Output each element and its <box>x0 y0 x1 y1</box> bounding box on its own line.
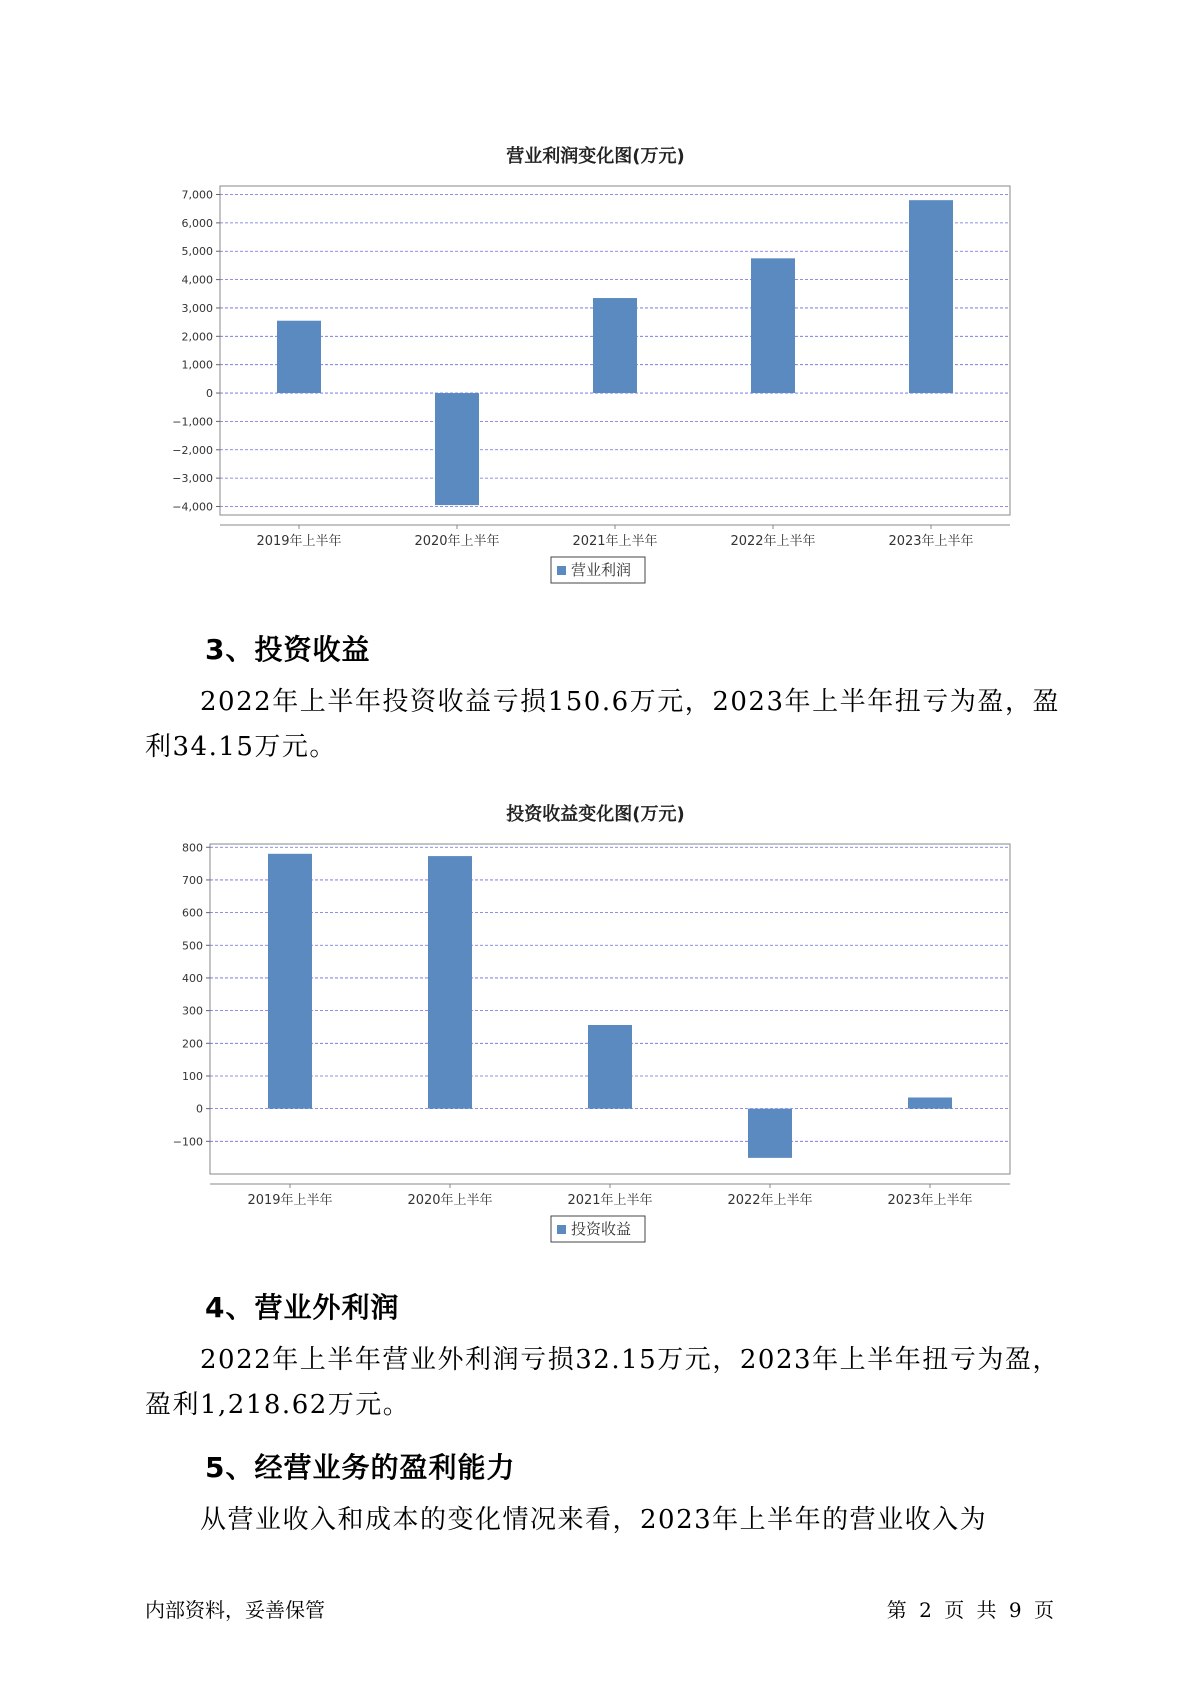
bar <box>428 856 472 1109</box>
x-tick-label: 2020年上半年 <box>414 534 500 549</box>
bar <box>277 321 321 393</box>
section-3-heading: 3、投资收益 <box>205 633 371 666</box>
y-tick-label: 0 <box>196 1102 203 1116</box>
plot-area <box>210 844 1010 1174</box>
x-tick-label: 2021年上半年 <box>567 1193 653 1208</box>
footer-confidential-note: 内部资料，妥善保管 <box>145 1598 325 1622</box>
legend-label: 营业利润 <box>571 561 632 579</box>
y-tick-label: 700 <box>182 873 203 887</box>
x-tick-label: 2023年上半年 <box>888 534 974 549</box>
investment-income-chart <box>0 830 1191 1250</box>
x-tick-label: 2023年上半年 <box>887 1193 973 1208</box>
y-tick-label: 0 <box>206 387 213 401</box>
section-4-paragraph: 2022年上半年营业外利润亏损32.15万元，2023年上半年扭亏为盈，盈利1,218.62万元。 <box>145 1345 1060 1420</box>
y-tick-label: 600 <box>182 906 203 920</box>
x-tick-label: 2022年上半年 <box>730 534 816 549</box>
y-tick-label: 6,000 <box>181 216 213 230</box>
bar <box>748 1109 792 1158</box>
legend-label: 投资收益 <box>571 1220 632 1238</box>
bar <box>751 258 795 393</box>
x-tick-label: 2019年上半年 <box>256 534 342 549</box>
section-4-heading: 4、营业外利润 <box>205 1291 400 1324</box>
operating-profit-chart <box>0 170 1191 590</box>
section-5-heading: 5、经营业务的盈利能力 <box>205 1451 516 1484</box>
y-tick-label: 7,000 <box>181 188 213 202</box>
x-tick-label: 2020年上半年 <box>407 1193 493 1208</box>
section-5-paragraph: 从营业收入和成本的变化情况来看，2023年上半年的营业收入为 <box>200 1505 988 1535</box>
y-tick-label: 500 <box>182 939 203 953</box>
y-tick-label: 400 <box>182 971 203 985</box>
chart2-title: 投资收益变化图(万元) <box>506 804 685 825</box>
legend-swatch <box>557 566 566 575</box>
bar <box>588 1025 632 1109</box>
x-tick-label: 2019年上半年 <box>247 1193 333 1208</box>
footer-page-number: 第 2 页 共 9 页 <box>886 1598 1054 1622</box>
y-tick-label: −2,000 <box>172 443 213 457</box>
y-tick-label: 1,000 <box>181 358 213 372</box>
bar <box>909 200 953 393</box>
y-tick-label: 200 <box>182 1037 203 1051</box>
y-tick-label: 3,000 <box>181 301 213 315</box>
bar <box>435 393 479 505</box>
y-tick-label: −3,000 <box>172 472 213 486</box>
chart1-title: 营业利润变化图(万元) <box>506 146 685 167</box>
x-tick-label: 2021年上半年 <box>572 534 658 549</box>
legend-swatch <box>557 1225 566 1234</box>
y-tick-label: 800 <box>182 841 203 855</box>
bar <box>908 1097 952 1108</box>
y-tick-label: 300 <box>182 1004 203 1018</box>
section-3-paragraph: 2022年上半年投资收益亏损150.6万元，2023年上半年扭亏为盈，盈利34.15万元。 <box>145 687 1060 762</box>
y-tick-label: 5,000 <box>181 245 213 259</box>
y-tick-label: 2,000 <box>181 330 213 344</box>
y-tick-label: −1,000 <box>172 415 213 429</box>
y-tick-label: 4,000 <box>181 273 213 287</box>
y-tick-label: 100 <box>182 1069 203 1083</box>
bar <box>593 298 637 393</box>
x-tick-label: 2022年上半年 <box>727 1193 813 1208</box>
y-tick-label: −4,000 <box>172 500 213 514</box>
bar <box>268 854 312 1109</box>
y-tick-label: −100 <box>172 1135 203 1149</box>
